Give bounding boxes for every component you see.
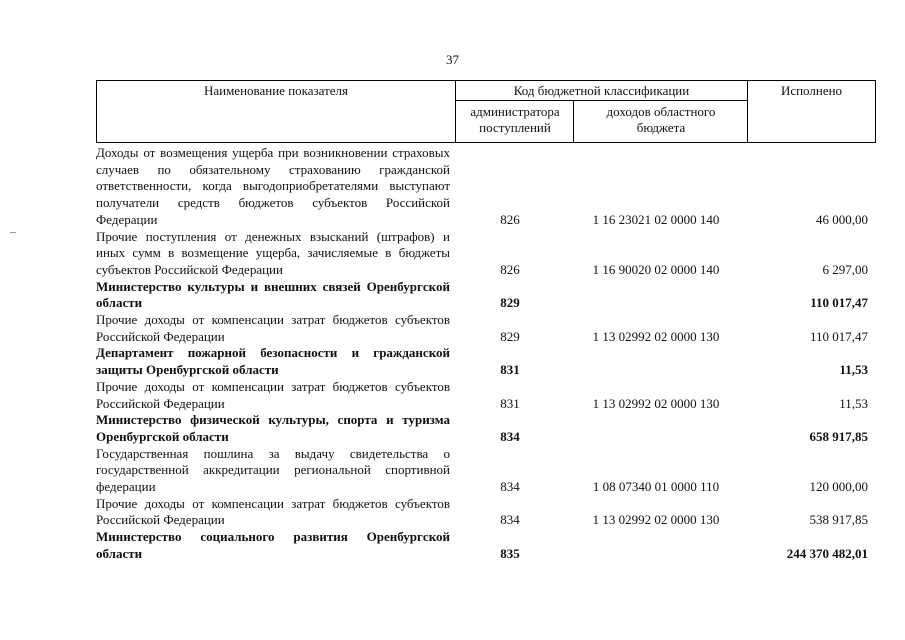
row-admin-code: 835 bbox=[500, 545, 520, 561]
table-row bbox=[96, 446, 876, 496]
row-sum: 46 000,00 bbox=[816, 211, 868, 227]
row-sum: 244 370 482,01 bbox=[786, 545, 868, 561]
table-row bbox=[96, 529, 876, 562]
header-income-label: доходов областного бюджета bbox=[606, 104, 716, 135]
row-name: Департамент пожарной безопасности и гражданской защиты Оренбургской области bbox=[96, 345, 450, 378]
row-sum: 11,53 bbox=[839, 395, 868, 411]
row-name: Государственная пошлина за выдачу свидетельства о государственной аккредитации региональной спортивной федерации bbox=[96, 445, 450, 495]
row-admin-code: 834 bbox=[500, 479, 520, 495]
row-income-code: 1 13 02992 02 0000 130 bbox=[592, 328, 720, 344]
row-name: Доходы от возмещения ущерба при возникновении страховых случаев по обязательному страхованию гражданской ответственности, когда выгодоприобретателями выступают получатели средств бюджетов субъектов Российской Федерации bbox=[96, 145, 450, 227]
row-income-code: 1 08 07340 01 0000 110 bbox=[592, 479, 720, 495]
row-admin-code: 829 bbox=[500, 328, 520, 344]
row-name: Прочие доходы от компенсации затрат бюджетов субъектов Российской Федерации bbox=[96, 495, 450, 528]
margin-mark bbox=[10, 232, 16, 233]
row-admin-code: 829 bbox=[500, 295, 520, 311]
table-row bbox=[96, 145, 876, 229]
row-income-code: 1 16 23021 02 0000 140 bbox=[592, 211, 720, 227]
row-sum: 110 017,47 bbox=[809, 328, 868, 344]
row-sum: 120 000,00 bbox=[809, 479, 868, 495]
row-income-code: 1 16 90020 02 0000 140 bbox=[592, 261, 720, 277]
header-name-label: Наименование показателя bbox=[203, 83, 349, 98]
row-name: Министерство культуры и внешних связей Оренбургской области bbox=[96, 278, 450, 311]
table-body bbox=[96, 145, 876, 563]
row-sum: 6 297,00 bbox=[822, 261, 868, 277]
table-row bbox=[96, 312, 876, 345]
page-number: 37 bbox=[446, 52, 459, 67]
header-executed-label: Исполнено bbox=[780, 83, 843, 98]
table-row bbox=[96, 379, 876, 412]
row-admin-code: 834 bbox=[500, 428, 520, 444]
row-sum: 110 017,47 bbox=[810, 295, 868, 311]
row-name: Прочие доходы от компенсации затрат бюджетов субъектов Российской Федерации bbox=[96, 312, 450, 344]
row-name: Прочие поступления от денежных взысканий (штрафов) и иных сумм в возмещение ущерба, зачисляемые в бюджеты субъектов Российской Федерации bbox=[96, 228, 450, 277]
row-admin-code: 834 bbox=[500, 512, 520, 528]
row-admin-code: 826 bbox=[500, 211, 520, 227]
table-row bbox=[96, 279, 876, 312]
table-row bbox=[96, 412, 876, 445]
header-admin-label: администратора поступлений bbox=[470, 104, 560, 135]
table-row bbox=[96, 229, 876, 279]
row-income-code: 1 13 02992 02 0000 130 bbox=[592, 512, 720, 528]
row-name: Министерство социального развития Оренбургской области bbox=[96, 529, 450, 561]
row-admin-code: 831 bbox=[500, 362, 520, 378]
row-sum: 538 917,85 bbox=[809, 512, 868, 528]
row-admin-code: 831 bbox=[500, 395, 520, 411]
row-sum: 11,53 bbox=[839, 362, 868, 378]
row-sum: 658 917,85 bbox=[809, 428, 868, 444]
row-name: Министерство физической культуры, спорта и туризма Оренбургской области bbox=[96, 412, 450, 444]
table-row bbox=[96, 345, 876, 378]
table-row bbox=[96, 496, 876, 529]
row-income-code: 1 13 02992 02 0000 130 bbox=[592, 395, 720, 411]
row-name: Прочие доходы от компенсации затрат бюджетов субъектов Российской Федерации bbox=[96, 378, 450, 411]
header-code-group-label: Код бюджетной классификации bbox=[513, 83, 690, 98]
row-admin-code: 826 bbox=[500, 261, 520, 277]
